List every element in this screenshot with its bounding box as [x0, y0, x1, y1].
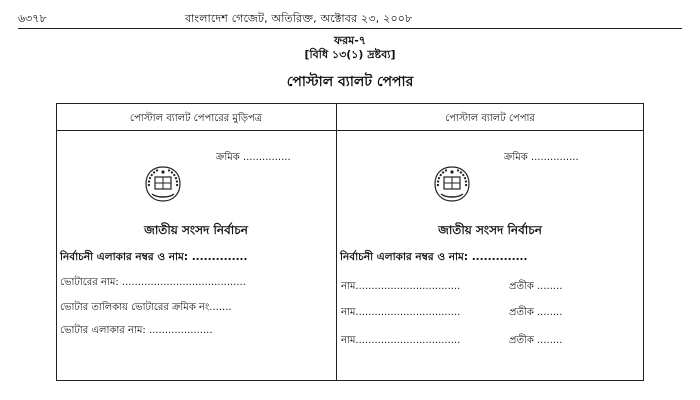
candidate-row [341, 333, 641, 347]
rule-reference: [বিধি ১৩(১) দ্রষ্টব্য] [304, 48, 396, 61]
ballot-election-title: জাতীয় সংসদ নির্বাচন [438, 223, 542, 237]
ballot-heading: পোস্টাল ব্যালট পেপার [445, 113, 535, 124]
counterfoil-voter-serial-line: ভোটার তালিকায় ভোটারের ক্রমিক নং....... [60, 302, 232, 313]
candidate-name: নাম................................. [341, 281, 461, 292]
candidate-symbol: প্রতীক ........ [509, 307, 563, 318]
form-number: ফরম-৭ [334, 34, 366, 47]
candidate-name: নাম................................. [341, 335, 461, 346]
counterfoil-heading: পোস্টাল ব্যালট পেপারের মুড়িপত্র [129, 113, 263, 124]
candidate-symbol: প্রতীক ........ [509, 281, 563, 292]
candidate-symbol: প্রতীক ........ [509, 335, 563, 346]
counterfoil-voter-area-line: ভোটার এলাকার নাম: .................... [60, 325, 213, 336]
candidate-row [341, 279, 641, 293]
document-title: পোস্টাল ব্যালট পেপার [286, 74, 414, 90]
election-commission-emblem-icon [142, 164, 184, 204]
page-number: ৬৩৭৮ [18, 12, 47, 25]
ballot-serial: ক্রমিক ............... [504, 152, 579, 163]
panel-divider [336, 103, 337, 381]
ballot-constituency-line: নির্বাচনী এলাকার নম্বর ও নাম: .............. [340, 251, 528, 263]
header-rule [18, 28, 682, 29]
counterfoil-constituency-line: নির্বাচনী এলাকার নম্বর ও নাম: .............. [60, 251, 248, 263]
election-commission-emblem-icon [431, 164, 473, 204]
counterfoil-serial: ক্রমিক ............... [216, 152, 291, 163]
gazette-header: বাংলাদেশ গেজেট, অতিরিক্ত, অক্টোবর ২৩, ২০০৮ [185, 12, 413, 25]
header-divider [56, 130, 644, 131]
counterfoil-election-title: জাতীয় সংসদ নির্বাচন [144, 223, 248, 237]
counterfoil-voter-name-line: ভোটারের নাম: ....................................... [60, 277, 246, 288]
candidate-name: নাম................................. [341, 307, 461, 318]
candidate-row [341, 305, 641, 319]
